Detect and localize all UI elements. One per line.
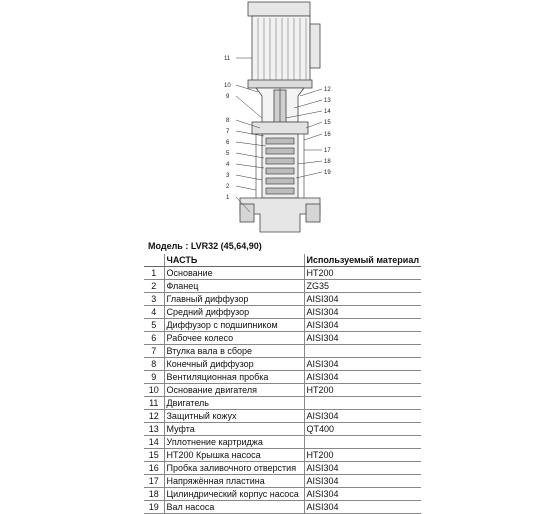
terminal-box xyxy=(310,24,320,68)
row-num: 1 xyxy=(144,267,164,280)
row-material xyxy=(304,436,421,449)
row-material: HT200 xyxy=(304,449,421,462)
row-material: AISI304 xyxy=(304,488,421,501)
row-part: Напряжённая пластина xyxy=(164,475,304,488)
row-part: Рабочее колесо xyxy=(164,332,304,345)
row-num: 9 xyxy=(144,371,164,384)
callout-7: 7 xyxy=(226,129,230,135)
row-material: ZG35 xyxy=(304,280,421,293)
parts-table xyxy=(144,254,421,514)
row-num: 16 xyxy=(144,462,164,475)
row-num: 14 xyxy=(144,436,164,449)
row-part: Основание двигателя xyxy=(164,384,304,397)
callout-18: 18 xyxy=(324,159,331,165)
row-material: AISI304 xyxy=(304,306,421,319)
callout-2: 2 xyxy=(226,184,230,190)
pump-head xyxy=(252,122,308,134)
callout-1: 1 xyxy=(226,195,230,201)
row-material: AISI304 xyxy=(304,462,421,475)
header-material: Используемый материал xyxy=(304,254,421,267)
row-part: Двигатель xyxy=(164,397,304,410)
table-row xyxy=(144,384,421,397)
row-part: Цилиндрический корпус насоса xyxy=(164,488,304,501)
row-part: Вал насоса xyxy=(164,501,304,514)
row-part: Вентиляционная пробка xyxy=(164,371,304,384)
table-row xyxy=(144,397,421,410)
header-num xyxy=(144,254,164,267)
callout-14: 14 xyxy=(324,109,331,115)
row-material: AISI304 xyxy=(304,332,421,345)
row-material: QT400 xyxy=(304,423,421,436)
callout-9: 9 xyxy=(226,94,230,100)
table-row xyxy=(144,475,421,488)
row-material: AISI304 xyxy=(304,410,421,423)
row-num: 18 xyxy=(144,488,164,501)
table-row xyxy=(144,319,421,332)
table-row xyxy=(144,462,421,475)
table-row xyxy=(144,267,421,280)
callout-17: 17 xyxy=(324,148,331,154)
row-part: Уплотнение картриджа xyxy=(164,436,304,449)
row-num: 2 xyxy=(144,280,164,293)
row-part: Втулка вала в сборе xyxy=(164,345,304,358)
row-num: 12 xyxy=(144,410,164,423)
row-part: HT200 Крышка насоса xyxy=(164,449,304,462)
table-row xyxy=(144,358,421,371)
outlet-flange xyxy=(306,204,320,222)
motor-body xyxy=(252,16,310,82)
row-num: 19 xyxy=(144,501,164,514)
row-num: 17 xyxy=(144,475,164,488)
callout-11: 11 xyxy=(224,56,231,62)
row-part: Основание xyxy=(164,267,304,280)
inlet-flange xyxy=(240,204,254,222)
motor-flange xyxy=(248,80,312,88)
table-row xyxy=(144,436,421,449)
row-material: AISI304 xyxy=(304,501,421,514)
table-row xyxy=(144,449,421,462)
row-part: Муфта xyxy=(164,423,304,436)
row-num: 11 xyxy=(144,397,164,410)
row-num: 10 xyxy=(144,384,164,397)
row-part: Главный диффузор xyxy=(164,293,304,306)
row-num: 6 xyxy=(144,332,164,345)
callout-4: 4 xyxy=(226,162,230,168)
row-part: Защитный кожух xyxy=(164,410,304,423)
row-material: AISI304 xyxy=(304,475,421,488)
row-num: 3 xyxy=(144,293,164,306)
row-material: AISI304 xyxy=(304,293,421,306)
model-title: Модель : LVR32 (45,64,90) xyxy=(148,241,262,251)
table-header-row xyxy=(144,254,421,267)
callout-19: 19 xyxy=(324,170,331,176)
callout-13: 13 xyxy=(324,98,331,104)
row-part: Средний диффузор xyxy=(164,306,304,319)
callout-15: 15 xyxy=(324,120,331,126)
motor-fan-cover xyxy=(248,2,310,16)
table-row xyxy=(144,371,421,384)
callout-8: 8 xyxy=(226,118,230,124)
row-material: AISI304 xyxy=(304,358,421,371)
row-num: 5 xyxy=(144,319,164,332)
row-part: Фланец xyxy=(164,280,304,293)
row-material: AISI304 xyxy=(304,371,421,384)
row-part: Пробка заливочного отверстия xyxy=(164,462,304,475)
row-material xyxy=(304,397,421,410)
callout-3: 3 xyxy=(226,173,230,179)
table-row xyxy=(144,306,421,319)
row-material xyxy=(304,345,421,358)
row-material: HT200 xyxy=(304,384,421,397)
callout-12: 12 xyxy=(324,87,331,93)
row-num: 4 xyxy=(144,306,164,319)
row-part: Конечный диффузор xyxy=(164,358,304,371)
row-num: 7 xyxy=(144,345,164,358)
callout-6: 6 xyxy=(226,140,230,146)
table-row xyxy=(144,423,421,436)
row-num: 15 xyxy=(144,449,164,462)
callout-5: 5 xyxy=(226,151,230,157)
row-part: Диффузор с подшипником xyxy=(164,319,304,332)
callout-16: 16 xyxy=(324,132,331,138)
table-row xyxy=(144,280,421,293)
row-material: AISI304 xyxy=(304,319,421,332)
table-row xyxy=(144,293,421,306)
row-num: 8 xyxy=(144,358,164,371)
table-row xyxy=(144,410,421,423)
row-material: HT200 xyxy=(304,267,421,280)
table-row xyxy=(144,501,421,514)
row-num: 13 xyxy=(144,423,164,436)
table-row xyxy=(144,332,421,345)
callout-10: 10 xyxy=(224,83,231,89)
table-row xyxy=(144,488,421,501)
header-part: ЧАСТЬ xyxy=(164,254,304,267)
pump-diagram xyxy=(0,0,560,236)
table-row xyxy=(144,345,421,358)
